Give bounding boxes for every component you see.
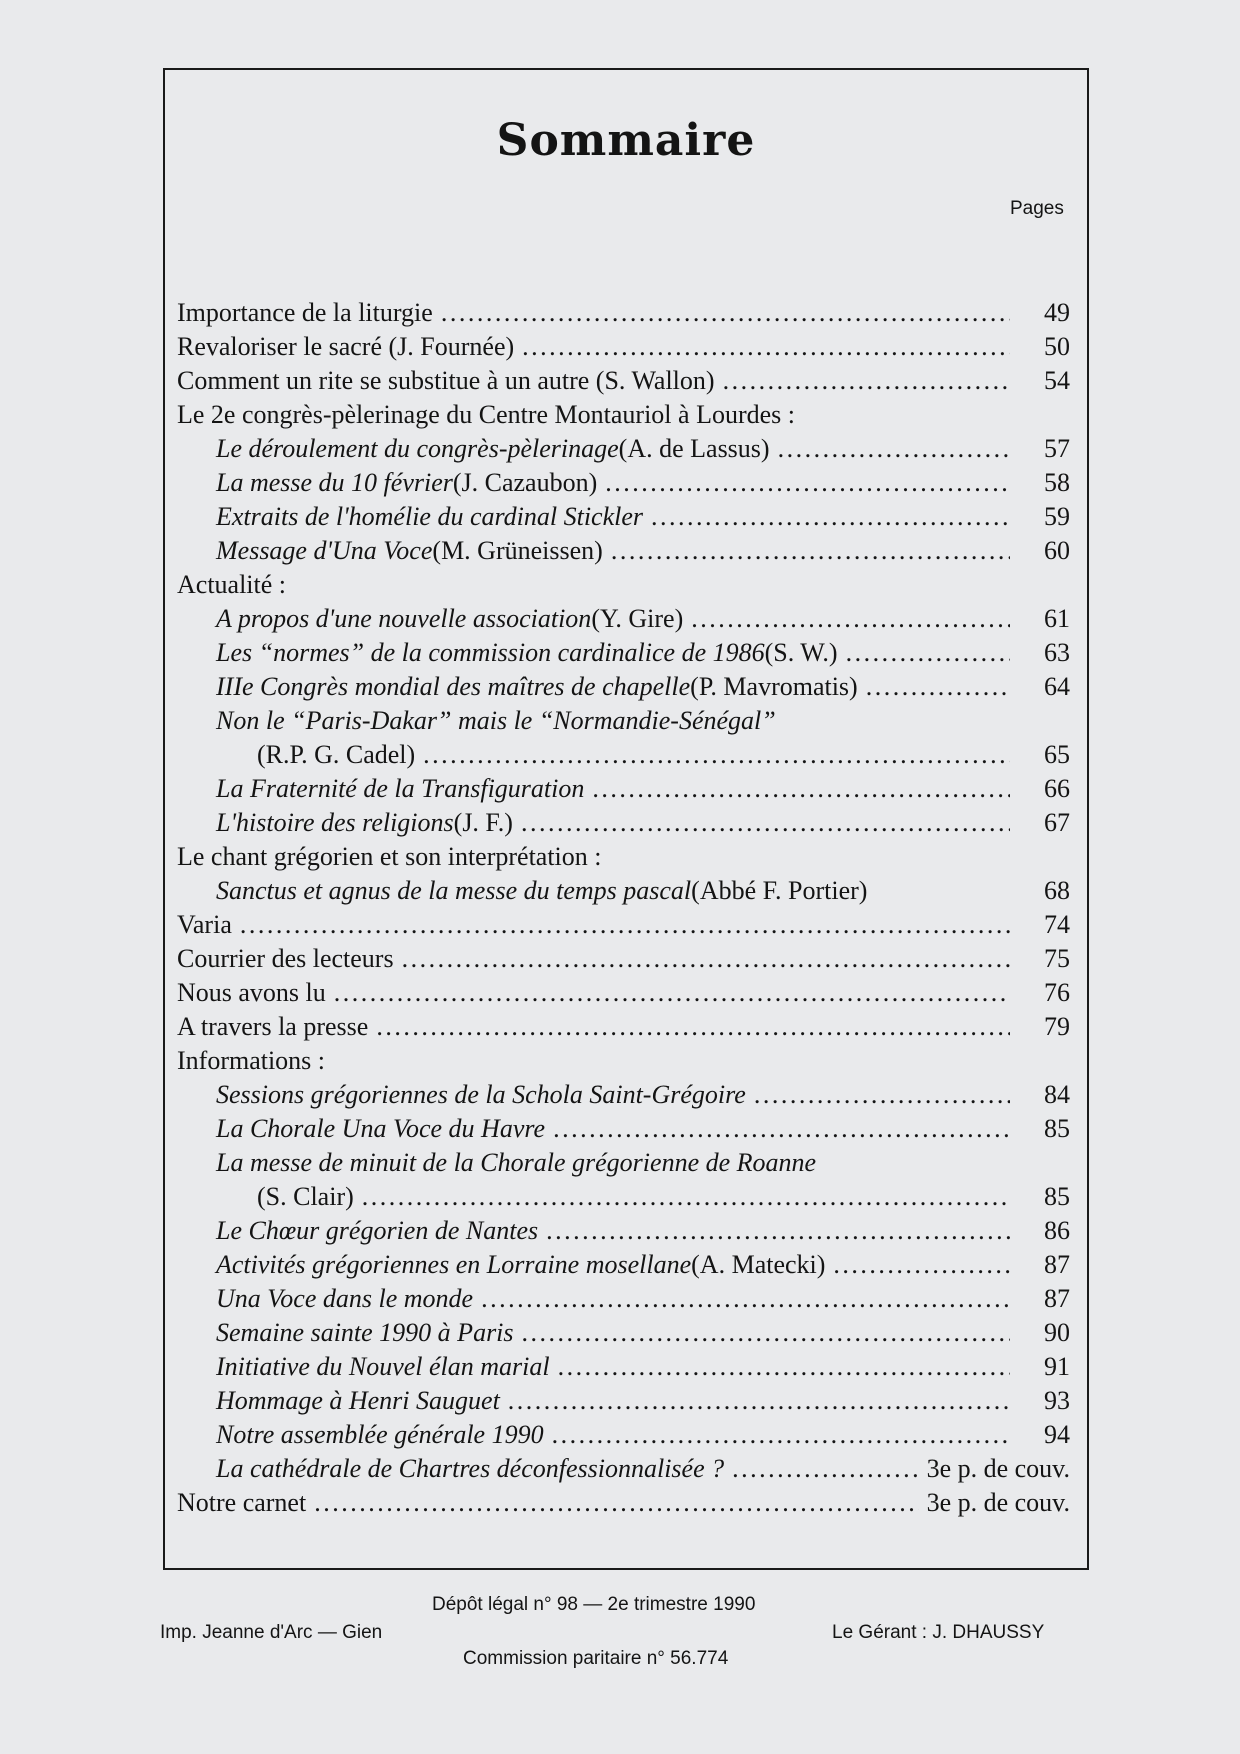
toc-title: Actualité : xyxy=(177,570,287,599)
toc-entry xyxy=(177,908,1070,942)
dot-leader xyxy=(754,1078,1010,1112)
toc-entry xyxy=(257,738,1070,772)
toc-page-number: 68 xyxy=(1044,876,1070,905)
toc-row xyxy=(0,1418,1240,1452)
toc-row xyxy=(0,908,1240,942)
toc-page-number: 66 xyxy=(1044,774,1070,803)
toc-entry xyxy=(216,466,1070,500)
toc-entry xyxy=(216,636,1070,670)
toc-row xyxy=(0,738,1240,772)
dot-leader xyxy=(723,364,1010,398)
toc-entry xyxy=(216,1078,1070,1112)
toc-row xyxy=(0,636,1240,670)
dot-leader xyxy=(592,772,1010,806)
toc-page-number: 3e p. de couv. xyxy=(926,1488,1070,1517)
toc-entry xyxy=(257,1180,1070,1214)
toc-page-number: 85 xyxy=(1044,1114,1070,1143)
toc-page-number: 87 xyxy=(1044,1284,1070,1313)
toc-row xyxy=(0,1452,1240,1486)
toc-page-number: 76 xyxy=(1044,978,1070,1007)
toc-entry xyxy=(177,364,1070,398)
toc-author: (J. F.) xyxy=(453,808,513,837)
toc-row xyxy=(0,602,1240,636)
toc-row xyxy=(0,1248,1240,1282)
toc-row xyxy=(0,1044,1240,1078)
toc-entry xyxy=(216,1282,1070,1316)
toc-row xyxy=(0,466,1240,500)
toc-author: (S. W.) xyxy=(764,638,838,667)
toc-title: Semaine sainte 1990 à Paris xyxy=(216,1318,514,1347)
toc-row xyxy=(0,704,1240,738)
toc-title: IIIe Congrès mondial des maîtres de chapelle xyxy=(216,672,691,701)
toc-entry xyxy=(216,1146,816,1180)
toc-page-number: 58 xyxy=(1044,468,1070,497)
toc-entry xyxy=(177,942,1070,976)
toc-title: Les “normes” de la commission cardinalice de 1986 xyxy=(216,638,765,667)
toc-title: La Fraternité de la Transfiguration xyxy=(216,774,585,803)
toc-title: L'histoire des religions xyxy=(216,808,454,837)
toc-row xyxy=(0,534,1240,568)
toc-author: (R.P. G. Cadel) xyxy=(257,740,416,769)
dot-leader xyxy=(402,942,1010,976)
toc-page-number: 67 xyxy=(1044,808,1070,837)
toc-title: Una Voce dans le monde xyxy=(216,1284,474,1313)
toc-author: (Y. Gire) xyxy=(591,604,684,633)
toc-page-number: 65 xyxy=(1044,740,1070,769)
dot-leader xyxy=(481,1282,1010,1316)
dot-leader xyxy=(334,976,1010,1010)
toc-title: La Chorale Una Voce du Havre xyxy=(216,1114,546,1143)
dot-leader xyxy=(314,1486,918,1520)
toc-entry xyxy=(177,976,1070,1010)
toc-entry xyxy=(216,772,1070,806)
toc-author: (A. de Lassus) xyxy=(618,434,770,463)
toc-row xyxy=(0,1078,1240,1112)
toc-title: Message d'Una Voce xyxy=(216,536,433,565)
toc-page-number: 64 xyxy=(1044,672,1070,701)
toc-title: Le chant grégorien et son interprétation : xyxy=(177,842,602,871)
toc-title: Nous avons lu xyxy=(177,978,326,1007)
toc-author: (S. Clair) xyxy=(257,1182,354,1211)
toc-page-number: 50 xyxy=(1044,332,1070,361)
printer-info: Imp. Jeanne d'Arc — Gien xyxy=(160,1622,383,1643)
toc-entry xyxy=(216,1350,1070,1384)
toc-entry xyxy=(216,1248,1070,1282)
toc-title: Initiative du Nouvel élan marial xyxy=(216,1352,550,1381)
dot-leader xyxy=(240,908,1010,942)
dot-leader xyxy=(362,1180,1010,1214)
toc-title: Importance de la liturgie xyxy=(177,298,433,327)
toc-page-number: 79 xyxy=(1044,1012,1070,1041)
toc-entry xyxy=(216,1316,1070,1350)
toc-author: (P. Mavromatis) xyxy=(690,672,858,701)
toc-page-number: 94 xyxy=(1044,1420,1070,1449)
toc-entry xyxy=(216,1418,1070,1452)
toc-row xyxy=(0,364,1240,398)
toc-title: Varia xyxy=(177,910,232,939)
toc-title: Revaloriser le sacré (J. Fournée) xyxy=(177,332,515,361)
toc-title: Notre assemblée générale 1990 xyxy=(216,1420,544,1449)
toc-entry xyxy=(216,500,1070,534)
toc-title: Extraits de l'homélie du cardinal Stickler xyxy=(216,502,644,531)
toc-page-number: 75 xyxy=(1044,944,1070,973)
toc-title: Notre carnet xyxy=(177,1488,307,1517)
toc-row xyxy=(0,296,1240,330)
dot-leader xyxy=(651,500,1010,534)
toc-page-number: 63 xyxy=(1044,638,1070,667)
toc-row xyxy=(0,1112,1240,1146)
toc-title: Sanctus et agnus de la messe du temps pascal xyxy=(216,876,692,905)
dot-leader xyxy=(522,1316,1010,1350)
toc-entry xyxy=(216,1452,1070,1486)
toc-page-number: 49 xyxy=(1044,298,1070,327)
toc-row xyxy=(0,1214,1240,1248)
toc-title: Sessions grégoriennes de la Schola Saint-Grégoire xyxy=(216,1080,746,1109)
pages-column-label: Pages xyxy=(1010,198,1064,219)
dot-leader xyxy=(552,1418,1010,1452)
legal-deposit: Dépôt légal n° 98 — 2e trimestre 1990 xyxy=(432,1594,756,1615)
toc-entry xyxy=(216,874,1070,908)
dot-leader xyxy=(423,738,1010,772)
toc-entry xyxy=(216,432,1070,466)
dot-leader xyxy=(522,330,1010,364)
toc-title: Informations : xyxy=(177,1046,326,1075)
toc-title: Courrier des lecteurs xyxy=(177,944,394,973)
toc-page-number: 57 xyxy=(1044,434,1070,463)
dot-leader xyxy=(846,636,1010,670)
toc-entry xyxy=(216,704,776,738)
toc-entry xyxy=(216,602,1070,636)
toc-title: La messe du 10 février xyxy=(216,468,453,497)
toc-entry xyxy=(216,1384,1070,1418)
toc-entry xyxy=(216,806,1070,840)
toc-row xyxy=(0,942,1240,976)
toc-row xyxy=(0,500,1240,534)
toc-entry xyxy=(177,1044,325,1078)
commission-number: Commission paritaire n° 56.774 xyxy=(463,1648,729,1669)
toc-row xyxy=(0,806,1240,840)
toc-title: A travers la presse xyxy=(177,1012,369,1041)
toc-row xyxy=(0,670,1240,704)
toc-row xyxy=(0,874,1240,908)
toc-page-number: 91 xyxy=(1044,1352,1070,1381)
toc-author: (Abbé F. Portier) xyxy=(691,876,868,905)
dot-leader xyxy=(866,670,1010,704)
toc-entry xyxy=(177,330,1070,364)
page-title: Sommaire xyxy=(496,115,756,166)
manager-info: Le Gérant : J. DHAUSSY xyxy=(832,1622,1045,1643)
toc-page-number: 84 xyxy=(1044,1080,1070,1109)
dot-leader xyxy=(546,1214,1010,1248)
toc-row xyxy=(0,1146,1240,1180)
dot-leader xyxy=(611,534,1010,568)
toc-entry xyxy=(216,670,1070,704)
toc-page-number: 86 xyxy=(1044,1216,1070,1245)
toc-title: Hommage à Henri Sauguet xyxy=(216,1386,500,1415)
toc-entry xyxy=(216,1112,1070,1146)
toc-row xyxy=(0,1384,1240,1418)
toc-entry xyxy=(177,296,1070,330)
toc-title: La messe de minuit de la Chorale grégorienne de Roanne xyxy=(216,1148,817,1177)
toc-entry xyxy=(216,1214,1070,1248)
dot-leader xyxy=(605,466,1010,500)
toc-entry xyxy=(177,840,602,874)
dot-leader xyxy=(558,1350,1010,1384)
dot-leader xyxy=(521,806,1010,840)
toc-row xyxy=(0,772,1240,806)
toc-row xyxy=(0,1486,1240,1520)
toc-row xyxy=(0,1316,1240,1350)
dot-leader xyxy=(732,1452,918,1486)
toc-author: (A. Matecki) xyxy=(691,1250,826,1279)
toc-row xyxy=(0,398,1240,432)
toc-title: La cathédrale de Chartres déconfessionnalisée ? xyxy=(216,1454,725,1483)
toc-page-number: 90 xyxy=(1044,1318,1070,1347)
toc-page-number: 3e p. de couv. xyxy=(926,1454,1070,1483)
toc-title: Comment un rite se substitue à un autre (S. Wallon) xyxy=(177,366,715,395)
toc-page-number: 93 xyxy=(1044,1386,1070,1415)
dot-leader xyxy=(441,296,1010,330)
toc-author: (M. Grüneissen) xyxy=(432,536,603,565)
toc-row xyxy=(0,1180,1240,1214)
toc-page-number: 61 xyxy=(1044,604,1070,633)
toc-page-number: 74 xyxy=(1044,910,1070,939)
toc-row xyxy=(0,1350,1240,1384)
toc-page-number: 54 xyxy=(1044,366,1070,395)
toc-entry xyxy=(177,568,286,602)
toc-row xyxy=(0,432,1240,466)
toc-page-number: 59 xyxy=(1044,502,1070,531)
toc-title: Activités grégoriennes en Lorraine mosellane xyxy=(216,1250,692,1279)
toc-row xyxy=(0,330,1240,364)
toc-page-number: 87 xyxy=(1044,1250,1070,1279)
dot-leader xyxy=(376,1010,1010,1044)
toc-row xyxy=(0,568,1240,602)
toc-title: Le déroulement du congrès-pèlerinage xyxy=(216,434,619,463)
toc-title: Non le “Paris-Dakar” mais le “Normandie-Sénégal” xyxy=(216,706,776,735)
toc-entry xyxy=(216,534,1070,568)
toc-row xyxy=(0,1010,1240,1044)
toc-author: (J. Cazaubon) xyxy=(452,468,598,497)
dot-leader xyxy=(778,432,1010,466)
dot-leader xyxy=(553,1112,1010,1146)
toc-row xyxy=(0,976,1240,1010)
toc-row xyxy=(0,840,1240,874)
toc-page-number: 60 xyxy=(1044,536,1070,565)
toc-page-number: 85 xyxy=(1044,1182,1070,1211)
toc-entry xyxy=(177,1486,1070,1520)
dot-leader xyxy=(691,602,1010,636)
dot-leader xyxy=(508,1384,1010,1418)
toc-entry xyxy=(177,1010,1070,1044)
toc-title: Le Chœur grégorien de Nantes xyxy=(216,1216,539,1245)
toc-entry xyxy=(177,398,795,432)
toc-title: A propos d'une nouvelle association xyxy=(216,604,592,633)
dot-leader xyxy=(833,1248,1010,1282)
toc-title: Le 2e congrès-pèlerinage du Centre Montauriol à Lourdes : xyxy=(177,400,795,429)
toc-row xyxy=(0,1282,1240,1316)
